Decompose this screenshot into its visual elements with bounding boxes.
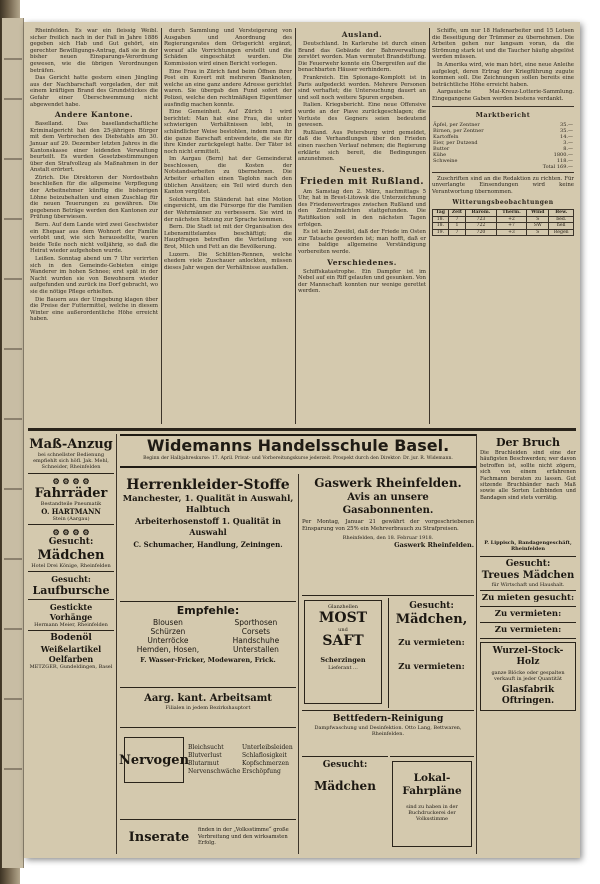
weather-report-title: Witterungsbeobachtungen	[452, 199, 554, 207]
article-column-2: durch Sammlung und Versteigerung von Ausgaben und Anordnung des Regierungsrates dem Ortsgericht ergänzt, worauf alle Vorrichtungen erstellt und die Schäden eingeschätzt wurden. Die Kommission wird einen Bericht vorlegen. Eine Frau in Zürich fand beim Öffnen ihrer Post ein Kuvert mit mehreren Banknoten, welche an eine ganz andere Adresse gerichtet waren. Sie übergab den Fund sofort der Polizei, welche den rechtmäßigen Eigentümer ausfindig machen konnte. Eine Gemeinheit. Auf Zürich 1 wird berichtet: Man hat eine Frau, die unter schwierigen Verhältnissen lebt, in schändlicher Weise bestohlen, indem man ihr die ganze Barschaft entwendete, die sie für ihre Kinder zurückgelegt hatte. Der Täter ist noch nicht ermittelt. Im Aargau (Bern) hat der Gemeinderat beschlossen, die Kosten der Notstandsarbeiten zu übernehmen. Die Arbeiter erhalten einen Taglohn nach den üblichen Ansätzen; ein Teil wird durch den Kanton vergütet. Solothurn. Ein Ständerat hat eine Motion eingereicht, um die Fürsorge für die Familien der Wehrmänner zu verbessern. Sie wird in der nächsten Sitzung zur Sprache kommen. Bern. Die Stadt ist mit der Organisation des Lebensmittelamtes beschäftigt; die Hauptfragen betreffen die Verteilung von Brot, Milch und Fett an die Bevölkerung. Luzern. Die Schlitten-Rennen, welche ehedem viele Zuschauer anlockten, müssen dieses Jahr wegen der Verhältnisse ausfallen.	[164, 28, 292, 271]
ad-bodenoel: Bodenöl Weißelartikel Oelfarben METZGER, Gundeldingen, Basel	[29, 633, 113, 670]
ad-most-saft: Glanzhellen MOST und SAFT Scherzingen Lieferant ...	[302, 598, 384, 708]
ad-bettfedern: Bettfedern-Reinigung Dampfwaschung und Desinfektion. Otto Lang, Bettwaren, Rheinfelden.	[302, 710, 474, 754]
ad-zu-vermieten-2: Zu vermieten:	[480, 623, 576, 639]
ad-der-bruch: Der Bruch Die Bruchleiden sind eine der häufigsten Beschwerden; wer davon betroffen ist, sollte nicht zögern, sich von einem erfahrenen Fachmann beraten zu lassen. Gut sitzende Bruchbänder nach Maß sowie alle Sorten Leibbinden und Bandagen sind stets vorrätig. P. Lippisch, Bandagengeschäft, Rheinfelden	[480, 434, 576, 557]
ad-gesucht-center: Gesucht: Mädchen, Zu vermieten: Zu vermieten:	[388, 598, 474, 708]
ad-empfehle: Empfehle: Blousen Schürzen Unterröcke Hemden, Hosen, Sporthosen Corsets Handschuhe Unterstallen F. Wasser-Fricker, Modewaren, Frick.	[120, 604, 296, 688]
section-heading-ausland: Ausland.	[341, 30, 383, 39]
ad-mass-anzug: Maß-Anzug bei schnellster Bedienung empfiehlt sich höfl. Jak. Mehl, Schneider, Rheinfelden	[28, 436, 114, 474]
ad-gesucht-maedchen: ⚙ ⚙ ⚙ ⚙ Gesucht: Mädchen Hotel Drei Könige, Rheinfelden	[28, 525, 114, 572]
ad-handelsschule: Widemanns Handelsschule Basel. Beginn der Halbjahreskurse: 17. April. Privat- und Vorbereitungskurse jederzeit. Prospekt durch den Direktor: Dr. jur. R. Widemann.	[120, 434, 476, 468]
ad-gesucht-treues-maedchen: Gesucht: Treues Mädchen für Wirtschaft und Haushalt.	[480, 557, 576, 591]
section-heading-verschiedenes: Verschiedenes.	[327, 257, 397, 267]
section-heading-andere-kantone: Andere Kantone.	[54, 110, 134, 120]
section-heading-neuestes: Neuestes.	[339, 164, 385, 174]
weather-table: Tag Zeit Barom. Therm. Wind Bew. 18. 7 723 +2 S bed. 18. 1 722 +7 SW hell 19. 7 720 +3 S Regen	[432, 209, 574, 236]
article-column-4: Schiffe, um nur 18 Hafenarbeiter und 15 Lotsen die Beseitigung der Trümmer zu übernehmen. Die Arbeiten gehen nur langsam voran, da die Strömung stark ist und die Taucher häufig abgelöst werden müssen. In Amerika wird, wie man hört, eine neue Anleihe aufgelegt, deren Ertrag der Kriegführung zugute kommen soll. Die Zeichnungen sollen bereits eine beträchtliche Höhe erreicht haben. Aargauische Mai-Kreuz-Lotterie-Sammlung. Eingegangene Gaben werden bestens verdankt. Marktbericht Äpfel, per Zentner 35.— Birnen, per Zentner 35.— Kartoffeln 14.— Eier, per Dutzend 3.— Butter 8.— Kühe 1800.— Schweine 118.— Total 169.— Zuschriften sind an die Redaktion zu richten. Für unverlangte Einsendungen wird keine Verantwortung übernommen. Witterungsbeobachtungen Tag Zeit Barom. Therm. Wind Bew. 18. 7 723 +2 S bed. 18. 1 722 +7 SW hell 19. 7 720 +3 S Regen	[432, 28, 574, 235]
ad-zu-vermieten-1: Zu vermieten:	[480, 607, 576, 623]
ad-lokal-fahrplaene: Lokal-Fahrpläne sind zu haben in der Buchdruckerei der Volksstimme	[390, 756, 474, 852]
ad-wurzel-stock-holz: Wurzel-Stock-Holz ganze Blöcke oder gespalten verkauft in jeder Quantität Glasfabrik Oftringen.	[480, 639, 576, 714]
left-ad-column	[28, 436, 114, 854]
weather-report	[432, 198, 574, 236]
market-report	[432, 106, 574, 173]
ad-gesucht-lower: Gesucht: Mädchen	[302, 756, 388, 852]
ad-gaswerk: Gaswerk Rheinfelden. Avis an unsere Gasabonnenten. Per Montag, Januar 21 gewährt der vorgeschriebenen Einsparung von 25% ein Mehrverbrauch zu Strafpreisen. Rheinfelden, den 18. Februar 1918. Gaswerk Rheinfelden.	[302, 474, 474, 596]
ad-fahrraeder: ⚙ ⚙ ⚙ ⚙ Fahrräder Bestandteile Pneumatik O. HARTMANN Stein (Aargau)	[28, 474, 114, 525]
right-ad-column	[480, 434, 576, 854]
previous-page-edge	[2, 18, 24, 868]
ad-arbeitsamt: Aarg. kant. Arbeitsamt Filialen in jedem Bezirkshauptort	[120, 690, 296, 728]
article-column-3: Ausland. Deutschland. In Karlsruhe ist durch einen Brand das Gebäude der Bahnverwaltung zerstört worden. Man vermutet Brandstiftung. Die Feuerwehr konnte ein Übergreifen auf die benachbarten Häuser verhindern. Frankreich. Ein Spionage-Komplott ist in Paris aufgedeckt worden. Mehrere Personen sind verhaftet; die Untersuchung dauert an und soll noch weitere Spuren ergeben. Italien. Kriegsbericht. Eine neue Offensive wurde an der Piave zurückgeschlagen; die Verluste des Gegners seien bedeutend gewesen. Rußland. Aus Petersburg wird gemeldet, daß die Verhandlungen über den Frieden einen raschen Verlauf nehmen; die Regierung erklärte sich bereit, die Bedingungen anzunehmen. Neuestes. Frieden mit Rußland. Am Samstag den 2. März, nachmittags 5 Uhr, hat in Brest-Litowsk die Unterzeichnung des Friedensvertrages zwischen Rußland und den Zentralmächten stattgefunden. Die Ratifikation soll in den nächsten Tagen erfolgen. Es ist kein Zweifel, daß der Friede im Osten zur Tatsache geworden ist; man hofft, daß er eine baldige allgemeine Verständigung vorbereiten werde. Verschiedenes. Schiffskatastrophe. Ein Dampfer ist im Nebel auf ein Riff gelaufen und gesunken. Von der Mannschaft konnten nur wenige gerettet werden.	[298, 30, 426, 295]
market-report-title: Marktbericht	[475, 110, 531, 119]
ad-gestickte-vorhaenge: Gestickte Vorhänge Hermann Meier, Rheinfelden	[28, 600, 114, 631]
ad-inserate: Inserate finden in der „Volksstimme“ große Verbreitung und den wirksamsten Erfolg.	[128, 827, 289, 847]
section-heading-frieden: Frieden mit Rußland.	[299, 175, 425, 187]
ad-nervogen: Nervogen Bleichsucht Blutverlust Blutarmut Nervenschwäche Unterleibsleiden Schlaflosigkeit Kopfschmerzen Erschöpfung	[120, 730, 296, 820]
bicycle-icon: ⚙ ⚙ ⚙ ⚙	[52, 476, 90, 486]
market-price-table: Äpfel, per Zentner 35.— Birnen, per Zentner 35.— Kartoffeln 14.— Eier, per Dutzend 3.— Butter 8.— Kühe 1800.— Schweine 118.— Total 169.—	[433, 121, 573, 170]
newspaper-page	[24, 22, 580, 858]
ad-gesucht-laufbursche: Gesucht: Laufbursche	[28, 572, 114, 600]
ad-herrenkleider-stoffe: Herrenkleider-Stoffe Manchester, 1. Qualität in Auswahl, Halbtuch Arbeiterhosenstoff 1. Qualität in Auswahl C. Schumacher, Handlung, Zeiningen.	[120, 474, 296, 602]
ad-zu-mieten-gesucht: Zu mieten gesucht:	[480, 591, 576, 607]
article-column-1: Rheinfelden. Es war ein fleissig Weibl. sicher freilich nach in der Fall in Jahre 1886 gegeben sich Hab und Gut gehört, ein gerechter Bewilligungs-Antrag, daß sie in der bisher neuen Einsparungs-Verordnung gewesen, wie die übrigen Verordnungen beträfen. Das Gericht hatte gestern einen Jüngling aus der Nachbarschaft vorgeladen, der mit einem kräftigen Brand des Grundstückes die Gefahr einer Überschwemmung nicht abgewendet habe. Andere Kantone. Baselland. Das basellandschaftliche Kriminalgericht hat den 25-jährigen Bürger mit dem Verbrechen des Diebstahls am 30. Januar auf 29. Dezember letzten Jahres in die Kantonskasse einer leidenden Verwaltung beurteilt. Es wurden Gesetzbestimmungen über den Strafvollzug als Maßnahmen in der Anstalt erörtert. Zürich. Die Direktoren der Nordostbahn beschließen für die allgemeine Verpflegung der Arbeitnehmer künftig die bisherigen Löhne beizubehalten und einen Zuschlag für die neuen Teuerungen zu gewähren. Die gegebenen Beträge werden den Kantonen zur Prüfung überwiesen. Bern. Auf dem Lande wird zwei Geschwister ein Ehepaar aus dem Wohnort der Familie verlobt und, wie sich herausstellte, waren beide Teile noch nicht volljährig, so daß die Heirat wieder aufgehoben wurde. Leißen. Sonntag abend um 7 Uhr verirrten sich in den Gemeinde-Gebieten einige Wanderer im hohen Schnee; erst spät in der Nacht wurden sie von Bewohnern wieder aufgefunden und zurück ins Dorf gebracht, wo sie die nötige Pflege erhielten. Die Bauern aus der Umgebung klagen über die Preise der Futtermittel, welche in diesem Winter eine außerordentliche Höhe erreicht haben.	[30, 28, 158, 323]
